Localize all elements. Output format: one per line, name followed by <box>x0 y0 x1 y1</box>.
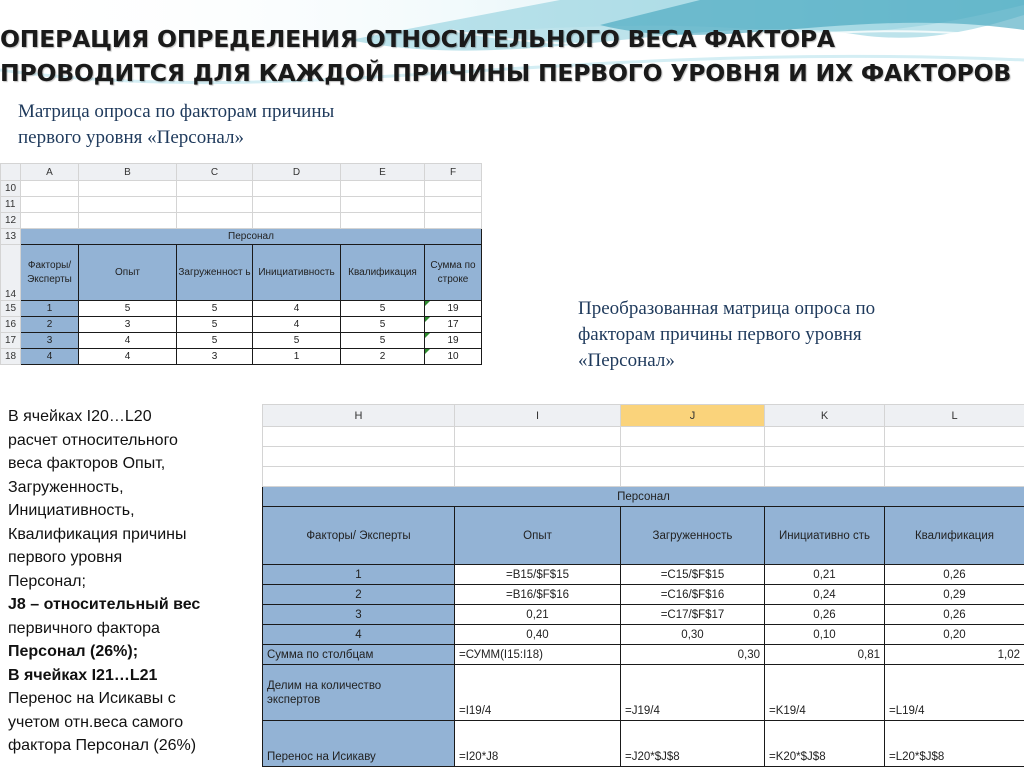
column-header-d[interactable]: D <box>253 164 341 181</box>
row-header-13[interactable]: 13 <box>1 229 21 245</box>
cell[interactable] <box>455 447 621 467</box>
ishikawa-cell[interactable]: =L20*$J$8 <box>885 721 1024 767</box>
ishikawa-row-label[interactable]: Перенос на Исикаву <box>263 721 455 767</box>
explanation-line: учетом отн.веса самого <box>8 713 184 731</box>
expert-cell[interactable]: 4 <box>263 625 455 645</box>
data-cell[interactable]: 5 <box>79 301 177 317</box>
cell[interactable] <box>79 197 177 213</box>
data-cell[interactable]: 0,29 <box>885 585 1024 605</box>
data-cell[interactable]: 2 <box>341 349 425 365</box>
cell[interactable] <box>79 213 177 229</box>
cell[interactable] <box>885 447 1024 467</box>
explanation-line: первичного фактора <box>8 619 160 637</box>
explanation-line: В ячейках I21…L21 <box>8 666 158 684</box>
header-cell-qualification[interactable]: Квалификация <box>885 507 1024 565</box>
row-header-18[interactable]: 18 <box>1 349 21 365</box>
divide-cell[interactable]: =J19/4 <box>621 665 765 721</box>
divide-cell[interactable]: =K19/4 <box>765 665 885 721</box>
cell[interactable] <box>263 427 455 447</box>
data-cell[interactable]: 5 <box>177 317 253 333</box>
subtitle-left <box>18 99 488 151</box>
divide-row-label[interactable]: Делим на количество экспертов <box>263 665 455 721</box>
header-cell-initiative[interactable]: Инициативно сть <box>765 507 885 565</box>
explanation-line: фактора Персонал (26%) <box>8 737 197 754</box>
column-header-b[interactable]: B <box>79 164 177 181</box>
cell[interactable] <box>621 467 765 487</box>
column-header-h[interactable]: H <box>263 405 455 427</box>
data-cell[interactable]: 0,26 <box>885 605 1024 625</box>
header-cell-workload[interactable]: Загруженност ь <box>177 245 253 301</box>
header-cell-experience[interactable]: Опыт <box>79 245 177 301</box>
cell[interactable] <box>177 197 253 213</box>
data-cell[interactable]: 4 <box>253 301 341 317</box>
data-cell[interactable]: 5 <box>177 333 253 349</box>
subtitle-left-line1: Матрица опроса по факторам причины <box>18 101 335 122</box>
data-cell[interactable]: 0,30 <box>621 625 765 645</box>
explanation-line: В ячейках I20…L20 <box>8 408 152 425</box>
cell[interactable] <box>21 181 79 197</box>
expert-cell[interactable]: 4 <box>21 349 79 365</box>
subtitle-right-line3: «Персонал» <box>578 350 675 371</box>
cell[interactable] <box>885 467 1024 487</box>
cell[interactable] <box>21 213 79 229</box>
cell[interactable] <box>621 427 765 447</box>
data-cell[interactable]: 0,24 <box>765 585 885 605</box>
cell[interactable] <box>253 181 341 197</box>
explanation-line: первого уровня <box>8 549 123 566</box>
cell[interactable] <box>455 467 621 487</box>
data-cell[interactable]: 0,26 <box>885 565 1024 585</box>
explanation-line: Перенос на Исикавы с <box>8 690 176 707</box>
cell[interactable] <box>21 197 79 213</box>
header-cell-qualification[interactable]: Квалификация <box>341 245 425 301</box>
data-cell[interactable]: 0,10 <box>765 625 885 645</box>
subtitle-right <box>578 296 1018 374</box>
explanation-line: J8 – относительный вес <box>8 596 201 613</box>
header-cell-row-sum[interactable]: Сумма по строке <box>425 245 482 301</box>
data-cell-sum[interactable]: 10 <box>425 349 482 365</box>
column-header-c[interactable]: C <box>177 164 253 181</box>
column-header-a[interactable]: A <box>21 164 79 181</box>
data-cell[interactable]: 0,26 <box>765 605 885 625</box>
data-cell[interactable]: 1 <box>253 349 341 365</box>
cell[interactable] <box>765 467 885 487</box>
explanation-line: Квалификация причины <box>8 525 187 543</box>
data-cell[interactable]: 5 <box>253 333 341 349</box>
cell[interactable] <box>263 447 455 467</box>
sum-cell[interactable]: 1,02 <box>885 645 1024 665</box>
explanation-line: расчет относительного <box>8 431 178 449</box>
column-header-k[interactable]: K <box>765 405 885 427</box>
data-cell[interactable]: 5 <box>341 333 425 349</box>
row-header-14[interactable]: 14 <box>1 245 21 301</box>
column-header-l[interactable]: L <box>885 405 1024 427</box>
header-cell-factors[interactable]: Факторы/ Эксперты <box>21 245 79 301</box>
page-title-line1: ОПЕРАЦИЯ ОПРЕДЕЛЕНИЯ ОТНОСИТЕЛЬНОГО ВЕСА ФАКТОРА <box>0 25 835 53</box>
expert-cell[interactable]: 1 <box>263 565 455 585</box>
divide-cell[interactable]: =I19/4 <box>455 665 621 721</box>
data-cell[interactable]: =C16/$F$16 <box>621 585 765 605</box>
expert-cell[interactable]: 2 <box>21 317 79 333</box>
row-header-11[interactable]: 11 <box>1 197 21 213</box>
sum-cell[interactable]: 0,81 <box>765 645 885 665</box>
cell[interactable] <box>885 427 1024 447</box>
row-header-15[interactable]: 15 <box>1 301 21 317</box>
expert-cell[interactable]: 1 <box>21 301 79 317</box>
data-cell-sum[interactable]: 19 <box>425 333 482 349</box>
ishikawa-cell[interactable]: =J20*$J$8 <box>621 721 765 767</box>
explanation-line: Загруженность, <box>8 478 124 496</box>
spreadsheet-transformed-matrix <box>262 404 1024 767</box>
data-cell[interactable]: =C17/$F$17 <box>621 605 765 625</box>
cell[interactable] <box>765 427 885 447</box>
header-cell-factors[interactable]: Факторы/ Эксперты <box>263 507 455 565</box>
row-header-16[interactable]: 16 <box>1 317 21 333</box>
cell[interactable] <box>177 181 253 197</box>
data-cell[interactable]: 3 <box>177 349 253 365</box>
sum-cell[interactable]: =СУММ(I15:I18) <box>455 645 621 665</box>
subtitle-left-line2: первого уровня «Персонал» <box>18 127 244 148</box>
sum-cell[interactable]: 0,30 <box>621 645 765 665</box>
cell[interactable] <box>425 213 482 229</box>
cell[interactable] <box>341 213 425 229</box>
column-header-j[interactable]: J <box>621 405 765 427</box>
data-cell-sum[interactable]: 19 <box>425 301 482 317</box>
sum-row-label[interactable]: Сумма по столбцам <box>263 645 455 665</box>
cell[interactable] <box>177 213 253 229</box>
explanation-line: Инициативность, <box>8 502 135 519</box>
cell[interactable] <box>253 213 341 229</box>
data-cell[interactable]: =B15/$F$15 <box>455 565 621 585</box>
explanation-line: Персонал (26%); <box>8 643 139 660</box>
data-cell[interactable]: 3 <box>79 317 177 333</box>
ishikawa-cell[interactable]: =K20*$J$8 <box>765 721 885 767</box>
data-cell[interactable]: 5 <box>341 301 425 317</box>
row-header-17[interactable]: 17 <box>1 333 21 349</box>
data-cell[interactable]: 5 <box>177 301 253 317</box>
data-cell[interactable]: 5 <box>341 317 425 333</box>
header-cell-workload[interactable]: Загруженность <box>621 507 765 565</box>
row-header-10[interactable]: 10 <box>1 181 21 197</box>
cell[interactable] <box>621 447 765 467</box>
subtitle-right-line1: Преобразованная матрица опроса по <box>578 298 876 319</box>
divide-cell[interactable]: =L19/4 <box>885 665 1024 721</box>
expert-cell[interactable]: 2 <box>263 585 455 605</box>
expert-cell[interactable]: 3 <box>263 605 455 625</box>
cell[interactable] <box>425 181 482 197</box>
explanation-line: веса факторов Опыт, <box>8 455 166 472</box>
header-cell-initiative[interactable]: Инициативность <box>253 245 341 301</box>
cell[interactable] <box>455 427 621 447</box>
data-cell[interactable]: 0,21 <box>455 605 621 625</box>
page-title <box>0 22 1024 90</box>
cell[interactable] <box>765 447 885 467</box>
cell[interactable] <box>253 197 341 213</box>
explanation-line: Персонал; <box>8 572 86 590</box>
cell[interactable] <box>425 197 482 213</box>
data-cell[interactable]: =C15/$F$15 <box>621 565 765 585</box>
table-title-cell[interactable]: Персонал <box>263 487 1024 507</box>
cell[interactable] <box>341 197 425 213</box>
column-header-i[interactable]: I <box>455 405 621 427</box>
data-cell[interactable]: 0,40 <box>455 625 621 645</box>
cell[interactable] <box>263 467 455 487</box>
spreadsheet-original-matrix <box>0 163 482 365</box>
data-cell[interactable]: 0,20 <box>885 625 1024 645</box>
column-header-f[interactable]: F <box>425 164 482 181</box>
header-cell-experience[interactable]: Опыт <box>455 507 621 565</box>
cell[interactable] <box>341 181 425 197</box>
data-cell[interactable]: 0,21 <box>765 565 885 585</box>
sheet-corner[interactable] <box>1 164 21 181</box>
data-cell[interactable]: =B16/$F$16 <box>455 585 621 605</box>
page-title-line2: ПРОВОДИТСЯ ДЛЯ КАЖДОЙ ПРИЧИНЫ ПЕРВОГО УРОВНЯ И ИХ ФАКТОРОВ <box>0 59 1012 87</box>
data-cell-sum[interactable]: 17 <box>425 317 482 333</box>
ishikawa-cell[interactable]: =I20*J8 <box>455 721 621 767</box>
subtitle-right-line2: факторам причины первого уровня <box>578 324 862 345</box>
column-header-e[interactable]: E <box>341 164 425 181</box>
data-cell[interactable]: 4 <box>253 317 341 333</box>
data-cell[interactable]: 4 <box>79 333 177 349</box>
table-title-cell[interactable]: Персонал <box>21 229 482 245</box>
row-header-12[interactable]: 12 <box>1 213 21 229</box>
data-cell[interactable]: 4 <box>79 349 177 365</box>
expert-cell[interactable]: 3 <box>21 333 79 349</box>
cell[interactable] <box>79 181 177 197</box>
explanation-text <box>8 405 258 758</box>
